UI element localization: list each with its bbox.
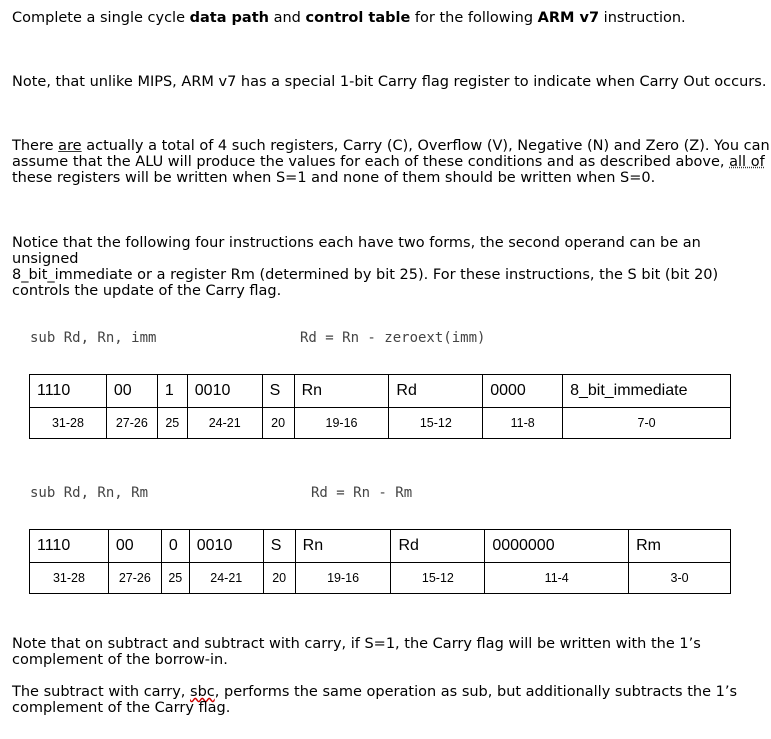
bits-rd: 15-12 <box>391 563 485 594</box>
sub-reg-bits-row <box>30 563 731 594</box>
sub-reg-fields-row <box>30 530 731 563</box>
bits-cond: 31-28 <box>30 563 109 594</box>
intro-bold-control-table: control table <box>305 10 411 26</box>
sbc-note-sbc: sbc <box>190 684 215 700</box>
field-rd: Rd <box>391 530 485 563</box>
flags-note <box>12 138 770 186</box>
field-op: 00 <box>108 530 161 563</box>
bits-rn: 19-16 <box>295 563 391 594</box>
carry-flag-note: Note, that unlike MIPS, ARM v7 has a special 1-bit Carry flag register to indicate when Carry Out occurs. <box>12 74 767 90</box>
intro-text: Complete a single cycle <box>12 10 190 26</box>
field-rm: Rm <box>629 530 731 563</box>
bits-cond: 31-28 <box>30 408 107 439</box>
intro-bold-armv7: ARM v7 <box>537 10 600 26</box>
borrow-note: Note that on subtract and subtract with carry, if S=1, the Carry flag will be written with the 1’s complement of the borrow-in. <box>12 636 701 668</box>
flags-note-text: actually a total of 4 such registers, Carry (C), Overflow (V), Negative (N) and Zero (Z). You can assume that the ALU will produce the values for each of these conditions and as described above, <box>12 138 770 170</box>
intro-text: for the following <box>410 10 538 26</box>
field-cond: 1110 <box>30 375 107 408</box>
sub-reg-encoding-table <box>29 529 731 594</box>
intro-text: and <box>268 10 306 26</box>
forms-note: Notice that the following four instructions each have two forms, the second operand can be an unsigned 8_bit_immediate or a register Rm (determined by bit 25). For these instructions, the S bit (bit 20) controls the update of the Carry flag. <box>12 235 719 299</box>
field-s: S <box>262 375 294 408</box>
sbc-note <box>12 684 737 716</box>
field-i: 0 <box>161 530 189 563</box>
sub-imm-fields-row <box>30 375 731 408</box>
bits-i: 25 <box>157 408 187 439</box>
bits-rot: 11-8 <box>483 408 563 439</box>
sbc-note-text: , performs the same operation as sub, but additionally subtracts the 1’s complement of the Carry flag. <box>12 684 737 716</box>
sub-reg-syntax: sub Rd, Rn, Rm <box>30 485 149 501</box>
flags-note-text: There <box>12 138 59 154</box>
bits-rm: 3-0 <box>629 563 731 594</box>
intro-bold-datapath: data path <box>189 10 269 26</box>
sub-reg-semantics: Rd = Rn - Rm <box>311 485 413 501</box>
bits-opcode: 24-21 <box>189 563 263 594</box>
flags-note-allof: all of <box>729 154 765 170</box>
field-imm8: 8_bit_immediate <box>563 375 731 408</box>
field-rn: Rn <box>295 530 391 563</box>
bits-i: 25 <box>161 563 189 594</box>
field-op: 00 <box>106 375 157 408</box>
bits-op: 27-26 <box>108 563 161 594</box>
bits-op: 27-26 <box>106 408 157 439</box>
field-shift: 0000000 <box>485 530 629 563</box>
bits-imm8: 7-0 <box>563 408 731 439</box>
bits-s: 20 <box>263 563 295 594</box>
sub-imm-bits-row <box>30 408 731 439</box>
field-rot: 0000 <box>483 375 563 408</box>
field-rd: Rd <box>389 375 483 408</box>
field-cond: 1110 <box>30 530 109 563</box>
sub-imm-semantics: Rd = Rn - zeroext(imm) <box>300 330 486 346</box>
flags-note-text: these registers will be written when S=1 and none of them should be written when S=0. <box>12 170 656 186</box>
sbc-note-text: The subtract with carry, <box>12 684 191 700</box>
field-opcode: 0010 <box>187 375 262 408</box>
bits-opcode: 24-21 <box>187 408 262 439</box>
bits-shift: 11-4 <box>485 563 629 594</box>
intro-text: instruction. <box>599 10 686 26</box>
field-opcode: 0010 <box>189 530 263 563</box>
intro-paragraph <box>12 10 686 26</box>
bits-rd: 15-12 <box>389 408 483 439</box>
bits-s: 20 <box>262 408 294 439</box>
bits-rn: 19-16 <box>294 408 389 439</box>
field-i: 1 <box>157 375 187 408</box>
field-rn: Rn <box>294 375 389 408</box>
field-s: S <box>263 530 295 563</box>
sub-imm-syntax: sub Rd, Rn, imm <box>30 330 157 346</box>
sub-imm-encoding-table <box>29 374 731 439</box>
flags-note-are: are <box>58 138 82 154</box>
